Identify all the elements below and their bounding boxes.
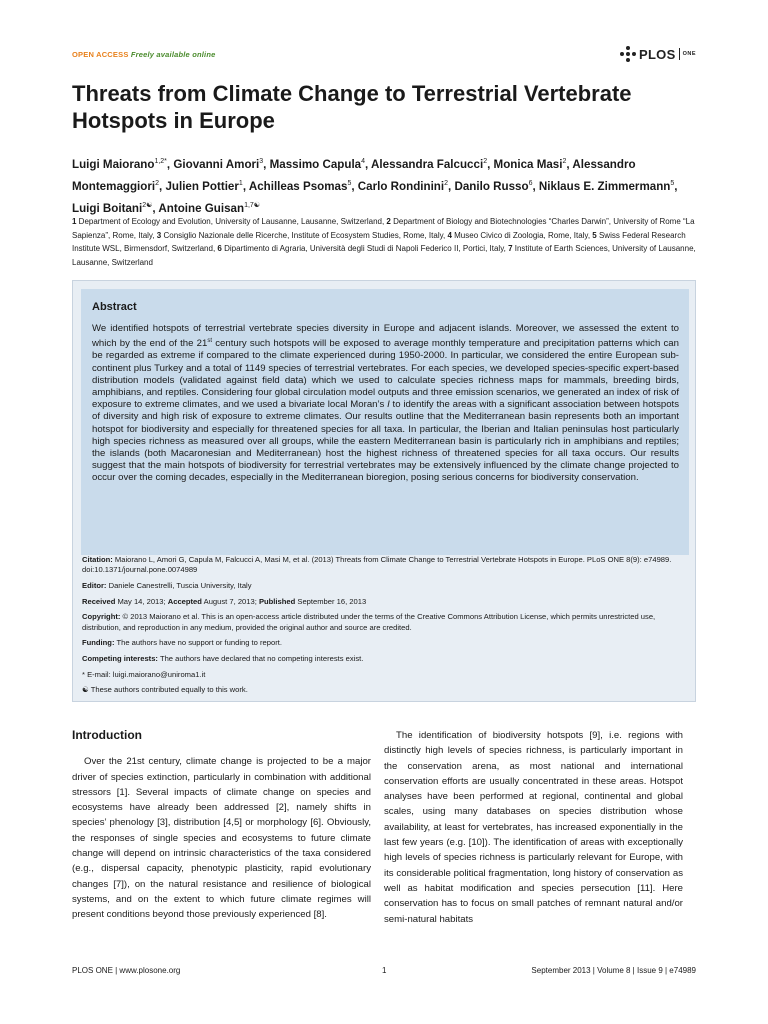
affiliation-item: 3 Consiglio Nazionale delle Ricerche, Institute of Ecosystem Studies, Rome, Italy, [156,230,446,240]
author-affiliation-marker: 6 [528,180,533,187]
plos-logo-icon [620,46,636,62]
author-affiliation-marker: 2☯ [142,202,153,209]
logo-divider [679,48,680,60]
author-name: Julien Pottier$^1$ [165,180,243,193]
author-name: Carlo Rondinini$^2$ [357,180,449,193]
competing-interests: Competing interests: The authors have declared that no competing interests exist. [82,653,364,663]
abstract-heading: Abstract [92,301,137,313]
body-column-right [384,728,683,927]
equal-contribution-note: ☯ These authors contributed equally to this work. [82,685,248,695]
author-list: Luigi Maiorano$^{1,2*}$, Giovanni Amori$^3$, Massimo Capula$^4$, Alessandra Falcucci$^2$, Monica Masi$^2$, Alessandro Montemaggiori$^2$, Julien Pottier$^1$, Achilleas Psomas$^5$, Carlo Rondinini$^2$, Danilo Russo$^6$, Niklaus E. Zimmermann$^5$, Luigi Boitani$^{2☯}$, Antoine Guisan$^{1,7☯}$ [72,158,678,215]
copyright: Copyright: © 2013 Maiorano et al. This is an open-access article distributed under the terms of the Creative Commons Attribution License, which permits unrestricted use, distribution, and reproduction in any medium, provided the original author and source are credited. [82,612,656,632]
author-affiliation-marker: 4 [361,158,366,165]
author-affiliation-marker: 2 [444,180,449,187]
abstract-text: We identified hotspots of terrestrial vertebrate species diversity in Europe and adjacent islands. Moreover, we assessed the extent to which by the end of the 21st century such hotspots will be exposed to average monthly temperature and precipitation patterns which can be regarded as extreme if compared to the climate experienced during 1950-2000. In particular, we considered the entire European sub-continent plus Turkey and a total of 1149 species of terrestrial vertebrates. For each species, we developed species-specific expert-based distribution models (validated against field data) which we used to calculate species richness maps for mammals, breeding birds, amphibians, and reptiles. Considering four global circulation model outputs and three emission scenarios, we generated an index of risk of exposure to extreme climates, and we used a bivariate local Moran’s I to identify the areas with a significant association between hotspots of diversity and high risk of exposure to extreme climates. Our results outline that the Mediterranean basin represents both an important hotspot for biodiversity and especially for threatened species for all taxa. In particular, the Iberian and Italian peninsulas host particularly high species richness as measured over all groups, while the eastern Mediterranean basin is particularly rich in amphibians and reptiles; the islands (both Macaronesian and Mediterranean) host the highest richness of threatened species for all taxa occurs. Our results suggest that the main hotspots of biodiversity for terrestrial vertebrates may be extensively influenced by the climate change projected to occur over the coming decades, especially in the Mediterranean bioregion, posing serious concerns for biodiversity conservation. [92,323,679,484]
introduction-heading: Introduction [72,728,142,742]
affiliation-item: 1 Department of Ecology and Evolution, University of Lausanne, Lausanne, Switzerland, [72,217,385,226]
affiliation-item: 4 Museo Civico di Zoologia, Rome, Italy, [447,230,591,240]
corresponding-email[interactable]: * E-mail: luigi.maiorano@uniroma1.it [82,669,206,679]
author-affiliation-marker: 3 [259,158,264,165]
author-name: Achilleas Psomas$^5$ [248,180,352,193]
article-title: Threats from Climate Change to Terrestrial Vertebrate Hotspots in Europe [72,81,632,133]
intro-paragraph-1: Over the 21st century, climate change is projected to be a major driver of species extinction, particularly in combination with additional stressors [1]. Several impacts of climate change on species and ecosystems have already been addressed [2], namely shifts in species’ phenology [3], distribution [4,5] or morphology [6]. Obviously, the responses of single species and ecosystems to future climate change will depend on intrinsic characteristics of the taxa considered (e.g., dispersal capacity, phenotypic plasticity, rapid evolutionary changes [7]), on the natural resistance and resilience of biological systems, and on the extent to which future climate regimes will present conditions beyond those previously experienced [8]. [72,756,371,921]
citation: Citation: Maiorano L, Amori G, Capula M, Falcucci A, Masi M, et al. (2013) Threats from Climate Change to Terrestrial Vertebrate Hotspots in Europe. PLoS ONE 8(9): e74989. doi:10.1371/journal.pone.0074989 [82,555,672,575]
intro-paragraph-2: The identification of biodiversity hotspots [9], i.e. regions with distinctly high levels of species richness, is particularly important in the conservation arena, as most national and international conservation efforts are usually concentrated in these areas. Hotspot analyses have been performed at regional, continental and global scales, using many databases on species distribution whose availability, at least for vertebrates, has increased exponentially in the last few years (e.g. [10]). The identification of areas with exceptionally high levels of species richness is particularly relevant for Europe, with its considerable political fragmentation, long history of conservation as well as habitat modification and species persecution [11]. Here conservation has to focus on small patches of remnant natural and/or semi-natural habitats [384,730,683,925]
author-name: Monica Masi$^2$ [493,158,567,171]
page-number: 1 [382,966,387,975]
body-column-left [72,728,371,923]
editor: Editor: Daniele Canestrelli, Tuscia University, Italy [82,580,252,590]
author-affiliation-marker: 1,2* [154,158,167,165]
author-affiliation-marker: 1 [238,180,243,187]
affiliation-item: 6 Dipartimento di Agraria, Università degli Studi di Napoli Federico II, Portici, Italy, [217,244,506,253]
affiliation-item: 2 Department of Biology and Biotechnologies “Charles Darwin”, University of Rome “La Sapienza”, Rome, Italy, [72,217,695,240]
author-affiliation-marker: 5 [670,180,675,187]
author-name: Luigi Maiorano$^{1,2*}$ [72,158,167,171]
page-footer [72,966,696,980]
author-affiliation-marker: 2 [562,158,567,165]
plos-wordmark: PLOS [638,46,676,62]
plos-one-label: ONE [682,51,696,57]
author-name: Alessandro Montemaggiori$^2$ [72,158,636,193]
author-name: Niklaus E. Zimmermann$^5$ [538,180,675,193]
abstract-panel [81,289,689,555]
author-affiliation-marker: 2 [155,180,159,187]
dates: Received May 14, 2013; Accepted August 7, 2013; Published September 16, 2013 [82,596,367,606]
affiliations [72,215,697,269]
author-name: Alessandra Falcucci$^2$ [371,158,488,171]
open-access-label: OPEN ACCESS Freely available online [72,50,216,59]
author-name: Giovanni Amori$^3$ [173,158,264,171]
author-name: Danilo Russo$^6$ [454,180,533,193]
funding: Funding: The authors have no support or funding to report. [82,638,282,648]
journal-header [72,44,696,68]
footer-journal-url: PLOS ONE | www.plosone.org [72,966,181,975]
author-affiliation-marker: 5 [347,180,352,187]
author-name: Luigi Boitani$^{2☯}$ [72,202,153,215]
footer-issue-info: September 2013 | Volume 8 | Issue 9 | e74989 [531,966,696,975]
article-metadata [82,555,682,701]
author-name: Antoine Guisan$^{1,7☯}$ [158,202,261,215]
author-affiliation-marker: 1,7☯ [244,202,261,209]
affiliation-item: 5 Swiss Federal Research Institute WSL, Birmensdorf, Switzerland, [72,230,686,253]
author-affiliation-marker: 2 [483,158,488,165]
affiliation-item: 7 Institute of Earth Sciences, University of Lausanne, Lausanne, Switzerland [72,244,696,267]
plos-logo [620,44,696,64]
author-name: Massimo Capula$^4$ [269,158,366,171]
